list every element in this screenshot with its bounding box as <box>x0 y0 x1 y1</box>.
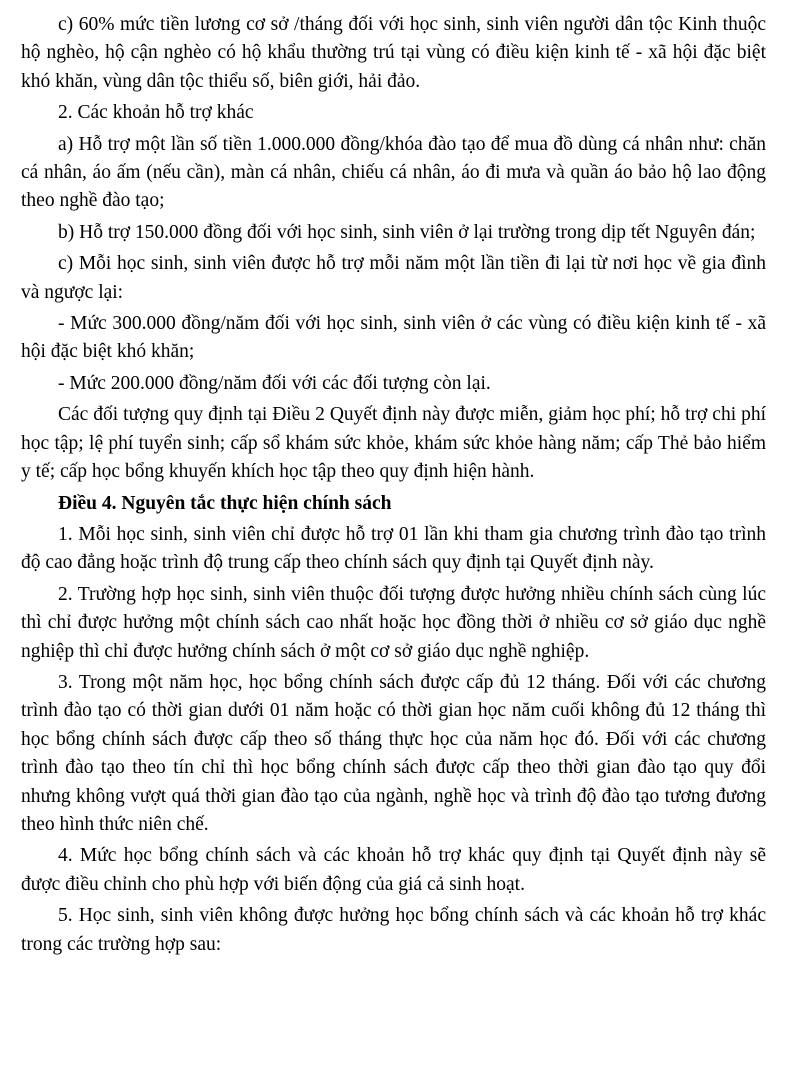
paragraph-point-b-tet-support: b) Hỗ trợ 150.000 đồng đối với học sinh, sinh viên ở lại trường trong dịp tết Nguyên đán; <box>58 221 756 243</box>
paragraph-point-c-60-percent: c) 60% mức tiền lương cơ sở /tháng đối với học sinh, sinh viên người dân tộc Kinh thuộc hộ nghèo, hộ cận nghèo có hộ khẩu thường trú tại vùng có điều kiện kinh tế - xã hội đặc biệt khó khăn, vùng dân tộc thiểu số, biên giới, hải đảo. <box>21 14 766 92</box>
paragraph-benefits-summary: Các đối tượng quy định tại Điều 2 Quyết định này được miễn, giảm học phí; hỗ trợ chi phí học tập; lệ phí tuyển sinh; cấp sổ khám sức khỏe, khám sức khỏe hàng năm; cấp Thẻ bảo hiểm y tế; cấp học bổng khuyến khích học tập theo quy định hiện hành. <box>21 404 766 483</box>
paragraph-point-c-travel-support: c) Mỗi học sinh, sinh viên được hỗ trợ mỗi năm một lần tiền đi lại từ nơi học về gia đình và ngược lại: <box>21 253 766 303</box>
paragraph-item-2-other-supports: 2. Các khoản hỗ trợ khác <box>58 102 254 124</box>
paragraph-dash-200k: - Mức 200.000 đồng/năm đối với các đối tượng còn lại. <box>58 372 491 394</box>
paragraph-rule-2: 2. Trường hợp học sinh, sinh viên thuộc đối tượng được hưởng nhiều chính sách cùng lúc thì chỉ được hưởng một chính sách cao nhất hoặc học đồng thời ở nhiều cơ sở giáo dục nghề nghiệp thì chỉ được hưởng chính sách ở một cơ sở giáo dục nghề nghiệp. <box>21 583 766 662</box>
paragraph-rule-5: 5. Học sinh, sinh viên không được hưởng học bổng chính sách và các khoản hỗ trợ khác trong các trường hợp sau: <box>21 905 766 955</box>
paragraph-dash-300k: - Mức 300.000 đồng/năm đối với học sinh, sinh viên ở các vùng có điều kiện kinh tế - xã hội đặc biệt khó khăn; <box>21 313 766 363</box>
paragraph-rule-3: 3. Trong một năm học, học bổng chính sách được cấp đủ 12 tháng. Đối với các chương trình đào tạo có thời gian dưới 01 năm hoặc có thời gian học năm cuối không đủ 12 tháng thì học bổng chính sách được cấp theo số tháng thực học của năm học đó. Đối với các chương trình đào tạo theo tín chỉ thì học bổng chính sách được cấp theo thời gian đào tạo quy đổi nhưng không vượt quá thời gian đào tạo của ngành, nghề học và trình độ đào tạo tương đương theo hình thức niên chế. <box>21 671 766 835</box>
paragraph-point-a-one-time-support: a) Hỗ trợ một lần số tiền 1.000.000 đồng/khóa đào tạo để mua đồ dùng cá nhân như: chăn cá nhân, áo ấm (nếu cần), màn cá nhân, chiếu cá nhân, áo đi mưa và quần áo bảo hộ lao động theo nghề đào tạo; <box>21 133 766 212</box>
paragraph-rule-1: 1. Mỗi học sinh, sinh viên chỉ được hỗ trợ 01 lần khi tham gia chương trình đào tạo trình độ cao đẳng hoặc trình độ trung cấp theo chính sách quy định tại Quyết định này. <box>21 523 766 574</box>
heading-dieu-4: Điều 4. Nguyên tắc thực hiện chính sách <box>58 492 392 514</box>
paragraph-rule-4: 4. Mức học bổng chính sách và các khoản hỗ trợ khác quy định tại Quyết định này sẽ được điều chỉnh cho phù hợp với biến động của giá cả sinh hoạt. <box>21 845 766 895</box>
